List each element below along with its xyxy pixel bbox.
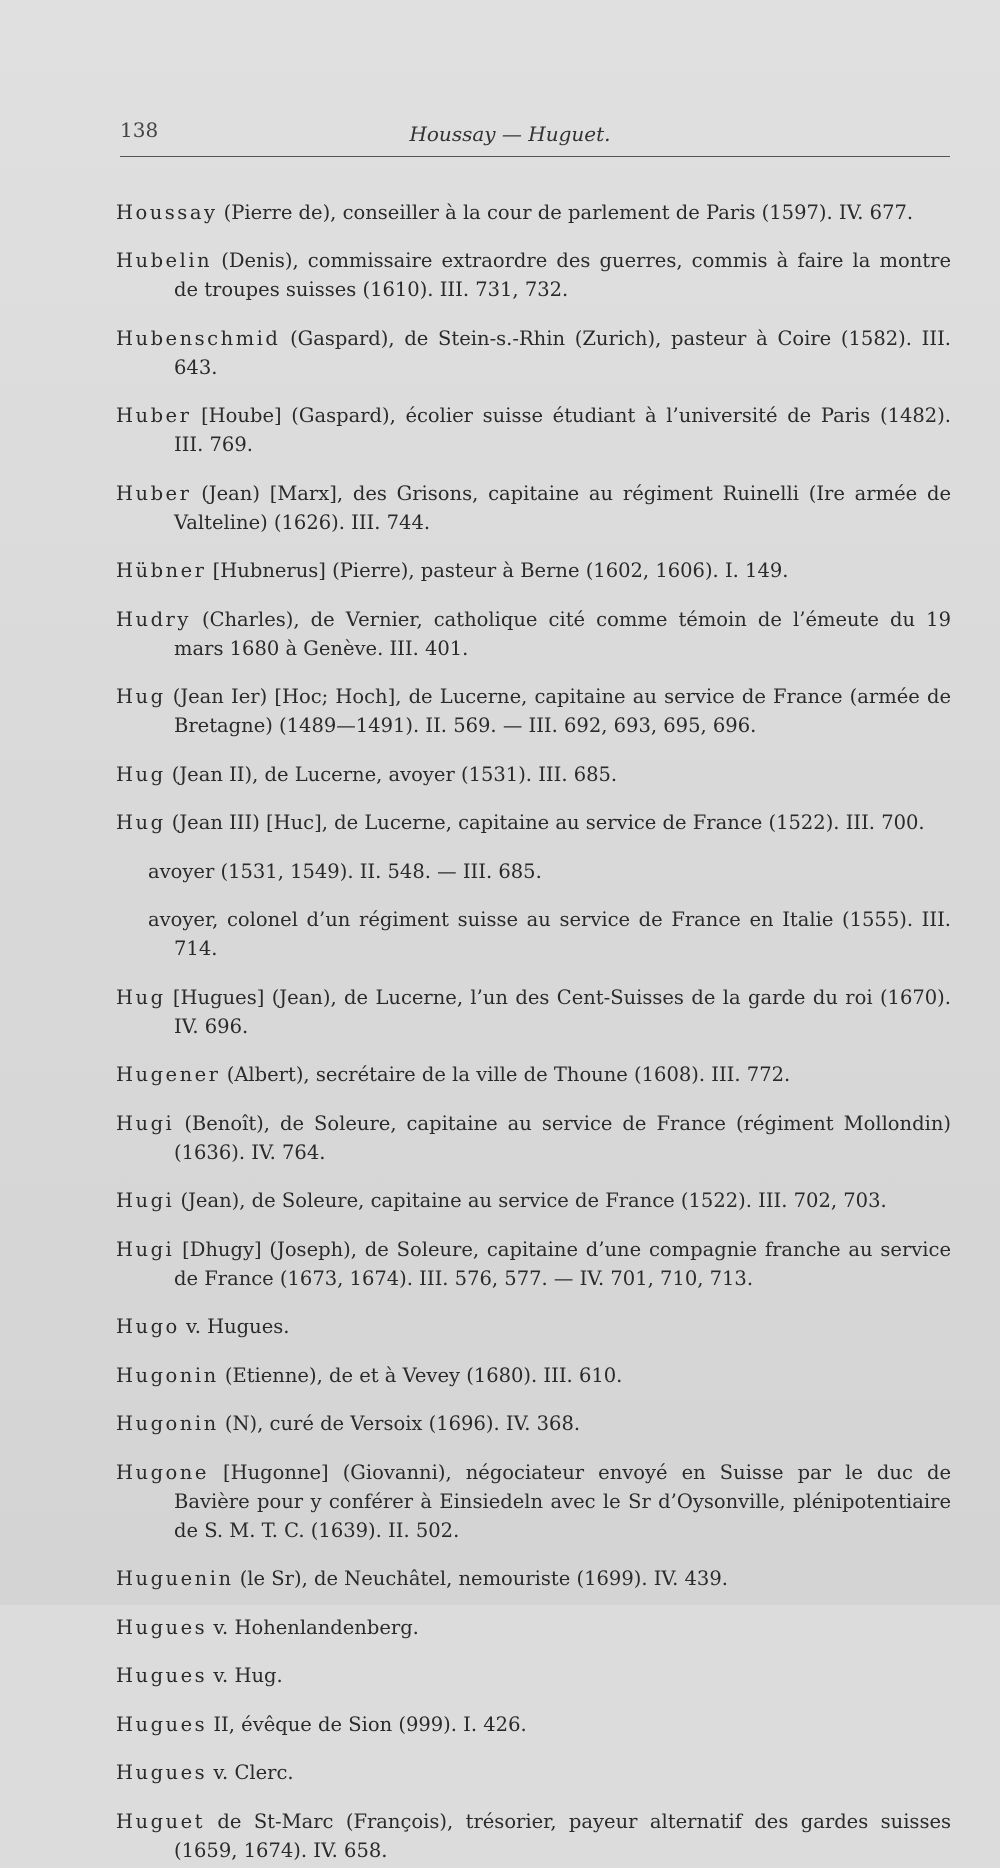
entry-name: Hug [116, 685, 166, 708]
index-entry [116, 1564, 951, 1593]
entry-text: (le Sr), de Neuchâtel, nemouriste (1699). IV. 439. [233, 1567, 728, 1590]
index-entry [116, 760, 951, 789]
entry-name: Hugues [116, 1761, 208, 1784]
entry-name: Hugues [116, 1664, 208, 1687]
index-entry [116, 479, 951, 537]
entry-text: (Etienne), de et à Vevey (1680). III. 610. [218, 1363, 623, 1387]
index-entry [116, 1661, 951, 1690]
entry-text: II, évêque de Sion (999). I. 426. [207, 1712, 527, 1736]
entry-text: (Jean) [Marx], des Grisons, capitaine au régiment Ruinelli (Ire armée de Valteline) (1626). III. 744. [174, 481, 951, 534]
entry-text: (Denis), commissaire extraordre des guerres, commis à faire la montre de troupes suisses (1610). III. 731, 732. [174, 249, 951, 301]
entry-text: v. Hug. [207, 1664, 283, 1687]
entry-text: [Dhugy] (Joseph), de Soleure, capitaine d’une compagnie franche au service de France (1673, 1674). III. 576, 577. — IV. 701, 710, 713. [174, 1237, 951, 1290]
entry-text: v. Hugues. [179, 1315, 290, 1338]
entry-name: Hugonin [116, 1363, 219, 1387]
entry-name: Hugues [116, 1615, 208, 1639]
entry-text: [Hubnerus] (Pierre), pasteur à Berne (1602, 1606). I. 149. [206, 559, 789, 582]
running-head [120, 118, 950, 158]
index-entry [116, 1060, 951, 1089]
running-title: Houssay — Huguet. [409, 122, 611, 146]
entry-name: Hugener [116, 1063, 221, 1086]
entry-name: Hübner [116, 559, 207, 582]
entry-text: v. Hohenlandenberg. [207, 1615, 419, 1639]
index-entry [116, 808, 951, 837]
entry-text: avoyer (1531, 1549). II. 548. — III. 685. [148, 859, 542, 883]
index-entry [116, 1186, 951, 1215]
entry-text: (Charles), de Vernier, catholique cité comme témoin de l’émeute du 19 mars 1680 à Genève. III. 401. [174, 607, 951, 660]
entry-name: Huber [116, 404, 192, 427]
index-entry [116, 682, 951, 740]
entry-text: [Hoube] (Gaspard), écolier suisse étudiant à l’université de Paris (1482). III. 769. [174, 404, 951, 456]
index-entry [116, 198, 951, 227]
index-entry [116, 1758, 951, 1787]
entry-text: (Benoît), de Soleure, capitaine au service de France (régiment Mollondin) (1636). IV. 764. [174, 1111, 951, 1164]
entry-name: Huguet [116, 1809, 205, 1833]
index-entry [116, 401, 951, 459]
entry-text: (Pierre de), conseiller à la cour de parlement de Paris (1597). IV. 677. [217, 200, 914, 224]
entry-text: [Hugues] (Jean), de Lucerne, l’un des Cent-Suisses de la garde du roi (1670). IV. 696. [165, 985, 951, 1038]
index-entry [116, 556, 951, 585]
index-entry [116, 324, 951, 382]
entry-text: (Gaspard), de Stein-s.-Rhin (Zurich), pasteur à Coire (1582). III. 643. [174, 326, 951, 379]
entry-text: v. Clerc. [207, 1761, 294, 1784]
entry-name: Hugi [116, 1189, 175, 1212]
entry-text: (Jean), de Soleure, capitaine au service de France (1522). III. 702, 703. [174, 1189, 887, 1212]
entry-text: (Jean Ier) [Hoc; Hoch], de Lucerne, capitaine au service de France (armée de Bretagne) (1489—1491). II. 569. — III. 692, 693, 695, 696. [165, 685, 951, 737]
entry-name: Hug [116, 762, 166, 786]
entry-text: [Hugonne] (Giovanni), négociateur envoyé en Suisse par le duc de Bavière pour y conférer à Einsiedeln avec le Sr d’Oysonville, plénipotentiaire de S. M. T. C. (1639). II. 502. [174, 1460, 951, 1542]
index-entry [116, 1235, 951, 1293]
entry-name: Hugues [116, 1712, 208, 1736]
entry-name: Hubelin [116, 249, 213, 272]
header-rule [120, 156, 950, 157]
entry-name: Huguenin [116, 1567, 234, 1590]
index-subentry [116, 857, 951, 886]
index-subentry [116, 905, 951, 963]
entry-text: (Jean III) [Huc], de Lucerne, capitaine au service de France (1522). III. 700. [165, 811, 925, 834]
entry-name: Hugone [116, 1460, 209, 1484]
entry-text: (Jean II), de Lucerne, avoyer (1531). III. 685. [165, 762, 618, 786]
entry-name: Hudry [116, 607, 191, 631]
entry-name: Hugi [116, 1237, 175, 1261]
index-entry [116, 1312, 951, 1341]
index-entry [116, 983, 951, 1041]
index-entries [116, 178, 951, 1868]
index-entry [116, 246, 951, 304]
page-number: 138 [120, 118, 159, 142]
index-entry [116, 1409, 951, 1438]
entry-text: (N), curé de Versoix (1696). IV. 368. [218, 1412, 581, 1435]
entry-name: Houssay [116, 200, 218, 224]
entry-text: de St-Marc (François), trésorier, payeur alternatif des gardes suisses (1659, 1674). IV. 658. [174, 1809, 951, 1862]
index-entry [116, 1807, 951, 1865]
entry-text: avoyer, colonel d’un régiment suisse au service de France en Italie (1555). III. 714. [148, 908, 951, 960]
entry-name: Hug [116, 811, 166, 834]
entry-name: Hugonin [116, 1412, 219, 1435]
entry-name: Hubenschmid [116, 326, 281, 350]
index-entry [116, 605, 951, 663]
index-entry [116, 1109, 951, 1167]
index-entry [116, 1361, 951, 1390]
entry-name: Hug [116, 985, 166, 1009]
entry-text: (Albert), secrétaire de la ville de Thoune (1608). III. 772. [220, 1063, 791, 1086]
index-entry [116, 1458, 951, 1545]
entry-name: Huber [116, 481, 192, 505]
entry-name: Hugo [116, 1315, 180, 1338]
index-entry [116, 1613, 951, 1642]
entry-name: Hugi [116, 1111, 175, 1135]
index-entry [116, 1710, 951, 1739]
